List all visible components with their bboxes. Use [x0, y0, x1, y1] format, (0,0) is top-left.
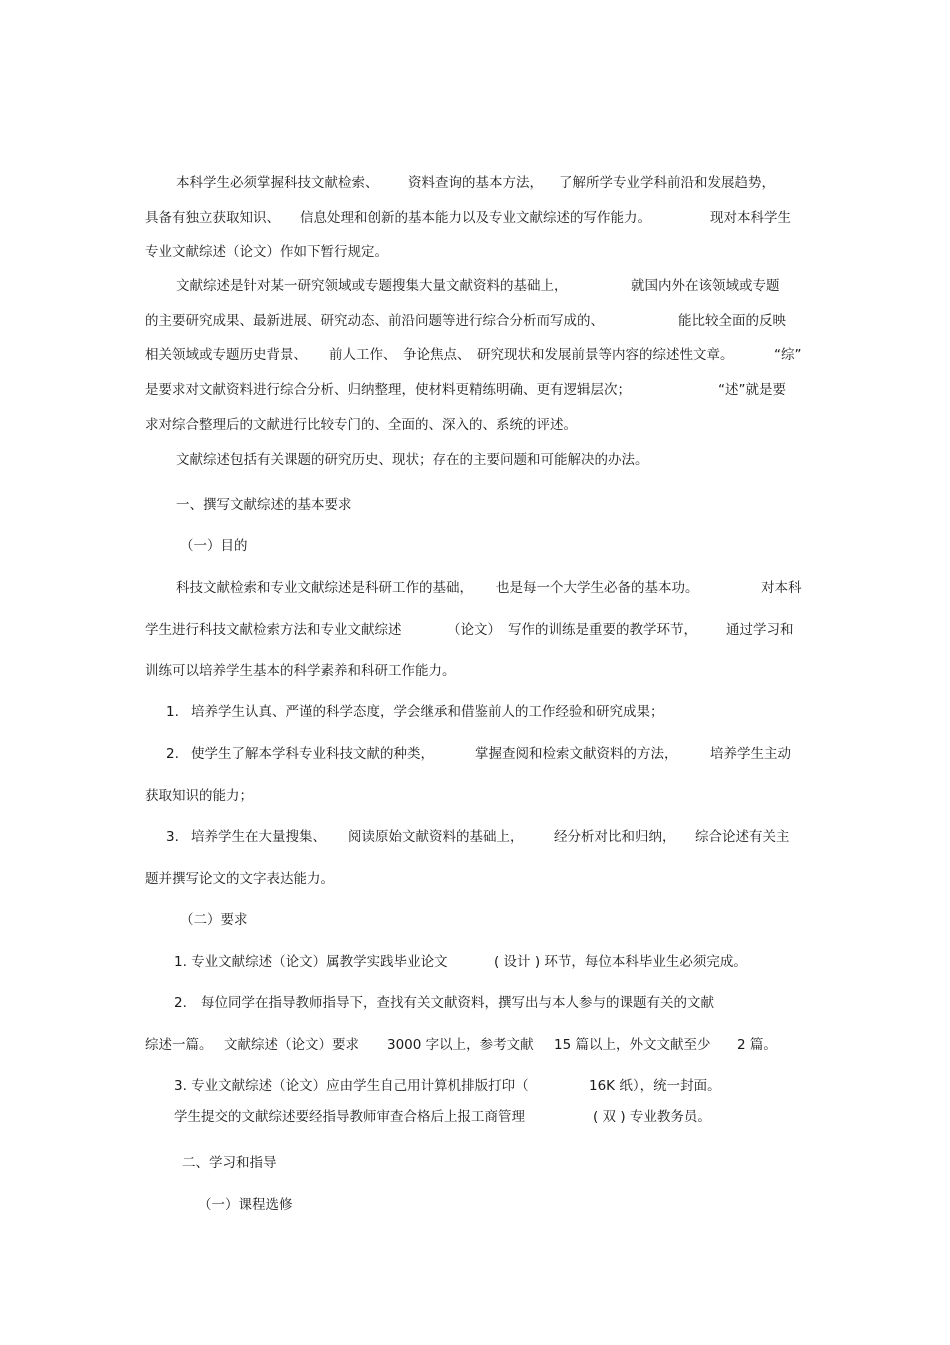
list-number: 3. [166, 829, 179, 845]
text-segment: 能比较全面的反映 [678, 313, 786, 329]
text-segment: 的主要研究成果、最新进展、研究动态、前沿问题等进行综合分析而写成的、 [145, 313, 604, 329]
text-segment: 1. 专业文献综述（论文）属教学实践毕业论文 [174, 954, 448, 970]
text-segment: 综合论述有关主 [695, 829, 790, 845]
text-segment: 了解所学专业学科前沿和发展趋势， [559, 175, 775, 191]
text-segment: 掌握查阅和检索文献资料的方法， [475, 746, 678, 762]
text-segment: 综述一篇。 [145, 1037, 213, 1053]
text-segment: “述”就是要 [718, 382, 786, 398]
text-segment: 使学生了解本学科专业科技文献的种类， [191, 746, 434, 762]
text-segment: 本科学生必须掌握科技文献检索、 [176, 175, 379, 191]
text-segment: 3. 专业文献综述（论文）应由学生自己用计算机排版打印（ [174, 1078, 529, 1094]
text-segment: 学生进行科技文献检索方法和专业文献综述 [145, 622, 402, 638]
text-segment: 信息处理和创新的基本能力以及专业文献综述的写作能力。 [300, 210, 651, 226]
text-segment: 培养学生在大量搜集、 [191, 829, 326, 845]
list-number: 1. [166, 704, 179, 720]
text-segment: 学生提交的文献综述要经指导教师审查合格后上报工商管理 [174, 1109, 525, 1125]
text-segment: 每位同学在指导教师指导下，查找有关文献资料，撰写出与本人参与的课题有关的文献 [201, 995, 714, 1011]
text-segment: 培养学生主动 [710, 746, 791, 762]
paragraph-intro-line-3: 专业文献综述（论文）作如下暂行规定。 [145, 244, 388, 260]
list-item-goal-2-continuation: 获取知识的能力； [145, 788, 253, 804]
text-segment: 3000 字以上，参考文献 [387, 1037, 534, 1053]
text-segment: “综” [774, 347, 802, 363]
text-segment: 写作的训练是重要的教学环节， [508, 622, 697, 638]
section-heading-2: 二、学习和指导 [182, 1155, 277, 1171]
text-segment: 研究现状和发展前景等内容的综述性文章。 [477, 347, 734, 363]
text-segment: 通过学习和 [726, 622, 794, 638]
text-segment: 培养学生认真、严谨的科学态度，学会继承和借鉴前人的工作经验和研究成果； [191, 704, 664, 720]
subsection-heading-purpose: （一）目的 [180, 538, 248, 554]
text-segment: 阅读原始文献资料的基础上， [348, 829, 524, 845]
text-segment: 15 篇以上，外文文献至少 [554, 1037, 711, 1053]
list-number: 2. [174, 995, 187, 1011]
text-segment: 2 篇。 [737, 1037, 777, 1053]
paragraph-scope: 文献综述包括有关课题的研究历史、现状；存在的主要问题和可能解决的办法。 [176, 452, 649, 468]
list-number: 2. [166, 746, 179, 762]
section-heading-1: 一、撰写文献综述的基本要求 [176, 497, 352, 513]
subsection-heading-requirements: （二）要求 [180, 912, 248, 928]
list-item-goal-3-continuation: 题并撰写论文的文字表达能力。 [145, 871, 334, 887]
text-segment: 16K 纸），统一封面。 [589, 1078, 721, 1094]
paragraph-purpose-line-3: 训练可以培养学生基本的科学素养和科研工作能力。 [145, 663, 456, 679]
text-segment: 具备有独立获取知识、 [145, 210, 280, 226]
text-segment: 科技文献检索和专业文献综述是科研工作的基础， [176, 580, 473, 596]
text-segment: 文献综述（论文）要求 [224, 1037, 359, 1053]
text-segment: 文献综述是针对某一研究领域或专题搜集大量文献资料的基础上， [176, 278, 568, 294]
text-segment: ( 双 ) 专业教务员。 [593, 1109, 711, 1125]
text-segment: 就国内外在该领域或专题 [631, 278, 780, 294]
text-segment: 争论焦点、 [403, 347, 471, 363]
text-segment: 经分析对比和归纳， [554, 829, 676, 845]
text-segment: （论文） [447, 622, 501, 638]
text-segment: 是要求对文献资料进行综合分析、归纳整理，使材料更精练明确、更有逻辑层次； [145, 382, 631, 398]
subsection-heading-course-electives: （一）课程选修 [198, 1197, 293, 1213]
text-segment: 也是每一个大学生必备的基本功。 [496, 580, 699, 596]
text-segment: ( 设计 ) 环节，每位本科毕业生必须完成。 [494, 954, 747, 970]
text-segment: 现对本科学生 [710, 210, 791, 226]
paragraph-definition-line-5: 求对综合整理后的文献进行比较专门的、全面的、深入的、系统的评述。 [145, 417, 577, 433]
text-segment: 前人工作、 [329, 347, 397, 363]
text-segment: 相关领域或专题历史背景、 [145, 347, 307, 363]
text-segment: 资料查询的基本方法， [408, 175, 543, 191]
text-segment: 对本科 [761, 580, 802, 596]
